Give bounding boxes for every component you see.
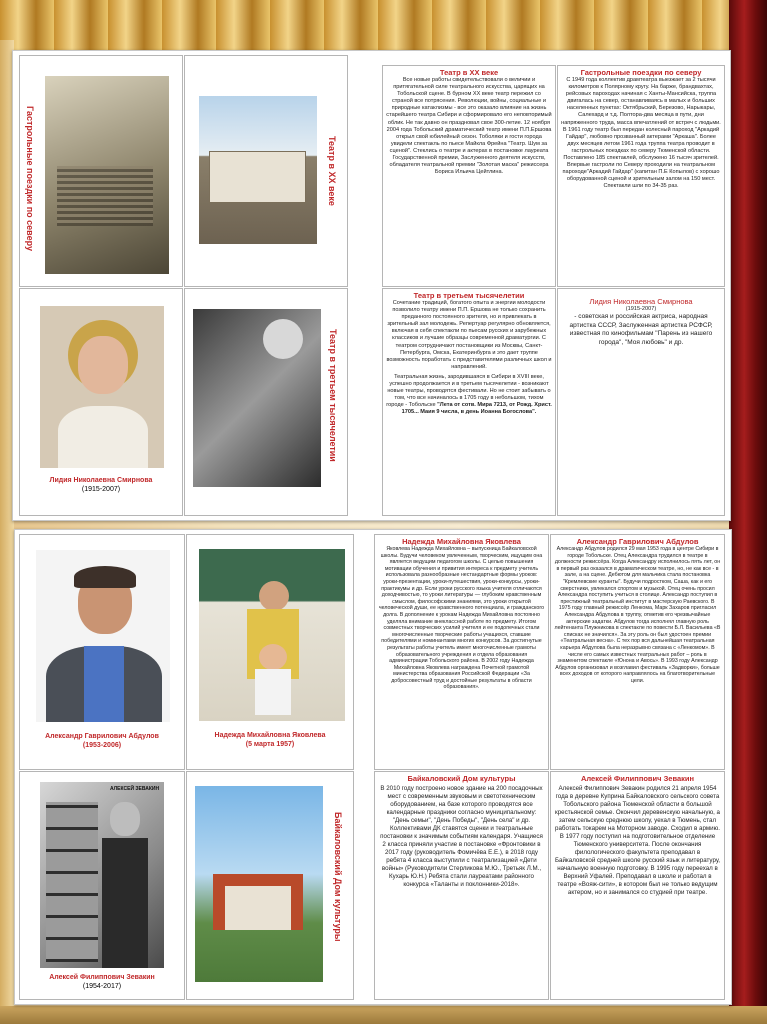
theatre-3m-text: Сочетание традиций, богатого опыта и энергии молодости позволило театру имени П.П. Ершова не только сохранить преданного постоянного зрителя, но и привлекать в зрительный зал молодежь. Репертуар регулярно обновляется, включая в себя спектакли по пьесам русских и зарубежных классиков и лучшие образцы современной драматургии. С театром сотрудничают постановщики из Москвы, Санкт-Петербурга, Омска, Екатеринбурга и это дает труппе возможность поработать с представителями различных школ и направлений. — [386, 300, 552, 370]
yakovleva-name: Надежда Михайловна Яковлева — [214, 732, 326, 739]
smirnova-years: (1915-2007) — [81, 486, 121, 493]
theatre-3m-photo — [193, 309, 321, 487]
zevakin-photo — [40, 782, 164, 968]
yakovleva-text: Яковлева Надежда Михайловна – выпускница Байкаловской школы. Будучи человеком увлеченным, творческим, ищущим она является ведущим педагогом школы. С целью повышения мотивации обучения и привития интереса к предмету учитель использовала разнообразные нестандартные формы уроков: уроки-презентации, уроки-путешествия, уроки-конкурсы, уроки-практикумы и др. Если уроки русского языка учителя отличаются доходчивостью, то уроки литературы — глубоким нравственным смыслом, философскими знаниями, это уроки открытой человеческой души, ее нравственного потенциала, и гражданского долга. В дополнение к урокам Надежда Михайловна постоянно уделяла внимание внеклассной работе по предмету. Итогом совместных творческих усилий учителя и ее подопечных стали многочисленные творческие работы учащихся, ставшие победителями и номинантами многих конкурсов. За достигнутые результаты работы учитель имеет многочисленные грамоты образовательного учреждения и отдела образования администрации Тобольского района. В 2002 году Надежда Михайловна Яковлева награждена Почетной грамотой министерства образования Российской Федерации «За добросовестный труд и достойные результаты в области образования». — [378, 546, 545, 691]
zevakin-title: Алексей Филиппович Зевакин — [580, 774, 695, 783]
house-culture-title: Байкаловский Дом культуры — [407, 774, 516, 783]
house-culture-photo — [195, 786, 323, 982]
photo-cell-yakovleva — [186, 534, 354, 770]
tours-text: С 1949 года коллектив драмтеатра выезжает за 2 тысячи километров к Полярному кругу. На барже, брандвахтах, рейсовых пароходах начиная с Ханты-Мансийска, труппа двигалась на север, останавливаясь в малых и больших населенных пунктах: Октябрьский, Березово, Нарыкары, Салехард и т.д. Полтора-два месяца в пути, дни напряженного труда, масса впечатлений от встреч с людьми. В 1961 году театр был передан колесный пароход "Аркадий Гайдар", любовно прозванный актерами "Аркаша". Более двух месяцев летом 1961 года труппа театра проводит в гастрольных поездках по северу Тюменской области. Поставлено 185 спектаклей, обслужено 16 тысяч зрителей. Впервые гастроли по Северу проходили на театральном пароходе"Аркадий Гайдар" (капитан П.Е Копылов) с хорошо оборудованной сценой и зрительным залом на 150 мест. Спектакли шли по 34-35 раз. — [561, 77, 721, 190]
smirnova-title: Лидия Николаевна Смирнова — [589, 297, 693, 306]
photo-cell-zevakin — [19, 771, 185, 1000]
abdulov-text: Александр Абдулов родился 29 мая 1953 года в центре Сибири в городе Тобольске. Отец Александра трудился в театре в должности режиссёра. Когда Александру исполнилось пять лет, он в первый раз оказался в драматическом театре, но, не как все - в зале, а на сцене. Дебютом для мальчика стала постановка "Кремлевские куранты". Будучи подростком, Саша, как и его сверстники, увлекался спортом и музыкой. Отец очень просил Александра поступить учиться в столице. Александр поступил в престижный театральный институт в мастерскую Раевского. В 1975 году главный режиссёр Ленкома, Марк Захаров пригласил Александра Абдулова в труппу, отметив его чрезвычайные актерские задатки. Абдулов тогда исполнял главную роль лейтенанта Плужникова в спектакле по повести Б.Л. Васильева «В списках не значился». За эту роль он был удостоен премии «Театральная весна». С тех пор вся дальнейшая театральная карьера Абдулова была неразрывно связана с «Ленкомом». В числе его самых известных театральных работ – роль в знаменитом спектакле «Юнона и Авось». В 1993 году Александр Абдулов организовал и возглавил фестиваль «Задворки», больше всех доходов от которого направлялось на благотворительные цели. — [554, 546, 721, 684]
zevakin-caption — [20, 973, 184, 991]
zevakin-name: Алексей Филиппович Зевакин — [49, 974, 155, 981]
house-culture-label: Байкаловский Дом культуры — [333, 812, 343, 942]
photo-cell-house-culture — [186, 771, 354, 1000]
abdulov-title: Александр Гаврилович Абдулов — [576, 537, 699, 546]
text-cell-house-culture — [374, 771, 549, 1000]
abdulov-name: Александр Гаврилович Абдулов — [45, 733, 159, 740]
smirnova-text-years: (1915-2007) — [625, 306, 657, 312]
abdulov-years: (1953-2006) — [82, 742, 122, 749]
theatre-3m-text-2a: Театральная жизнь, зародившаяся в Сибири в XVIII веке, успешно продолжается и в третьем тысячелетии - возникают новые театры, проводятся фестивали. Но не стоит забывать о том, что все начиналось в 1705 году в небольшом, тихом городе - Тобольске — [386, 373, 551, 409]
theatre-20c-photo — [199, 96, 317, 244]
yakovleva-caption — [187, 731, 353, 749]
photo-cell-abdulov — [19, 534, 185, 770]
booklet-sheet-2 — [14, 529, 732, 1005]
stage-floor — [0, 1006, 767, 1024]
zevakin-years: (1954-2017) — [82, 983, 122, 990]
smirnova-portrait — [40, 306, 164, 468]
theatre-20c-text: Все новые работы свидетельствовали о величии и притягательной силе театрального искусства, царящих на Тобольской сцене. В бурном XX веке театр пережил со страной все потрясения. Революции, войны, социальные и природные катаклизмы - все это оказало влияние на жизнь старейшего театра Сибири и сформировало его неповторимый облик. Не так давно он праздновал свое 300-летие. 12 ноября 2004 года Тобольский драматический театр имени П.П.Ершова открыл свой юбилейный сезон. Тоболяки и гости города увидели спектакль по пьесе Майкла Фрейна "Театр. Шум за сценой". Стеклись о театре и актерах в постановке лауреата Государственной премии, Заслуженного деятеля искусств, обладателя театральной премии "Золотая маска" режиссера Бориса Ильича Цейтлина. — [386, 77, 552, 176]
photo-cell-theatre-3m — [184, 288, 348, 516]
booklet-sheet-1 — [12, 50, 731, 521]
theatre-3m-title: Театр в третьем тысячелетии — [413, 291, 525, 300]
text-cell-yakovleva — [374, 534, 549, 770]
theatre-20c-label: Театр в XX веке — [327, 136, 337, 206]
yakovleva-date: (5 марта 1957) — [245, 741, 295, 748]
theatre-3m-quote: "Лета от сотв. Мира 7213, от Рожд. Христ. 1705... Маия 9 числа, в день Иоанна Богослова". — [401, 402, 552, 416]
tours-label: Гастрольные поездки по северу — [25, 106, 35, 251]
smirnova-name: Лидия Николаевна Смирнова — [49, 477, 153, 484]
zevakin-text: Алексей Филиппович Зевакин родился 21 апреля 1954 года в деревне Куприна Байкаловского сельского совета Тобольского района Тюменской области в большой крестьянской семье. Окончил деревенскую начальную, а затем сельскую среднюю школу, уехал в Тюмень, стал работать токарем на Моторном заводе. Сходил в армию. В 1977 году поступил на подготовительное отделение Тюменского университета. После окончания филологического факультета преподавал в Байкаловской средней школе русский язык и литературу, начальную военную подготовку. В 1995 году переехал в Верхний Уфалей. Преподавал в школе и работал в театре «Вояж-сити», в котором был не только ведущим актером, но и занимался со студией при театре. — [554, 785, 721, 896]
abdulov-portrait — [36, 550, 170, 722]
photo-cell-tours — [19, 55, 183, 287]
house-culture-text: В 2010 году построено новое здание на 200 посадочных мест с современным звуковым и светотехническим оборудованием, на базе которого проводятся все календарные праздники согласно муниципальному: "День семьи", "День Победы", "День села" и др. Коллективами ДК ставятся сценки и театральные постановки к значимым событиям календаря. Учащиеся 2 класса приняли участие в постановке «Фронтовики в 2017 году (руководитель Фомичёва Е.Е.), в 2018 году ребята 4 класса выступили с театрализацией «Дети войны» (Руководители Стерликова М.Ю., Третьяк Л.М., Кухарь Ю.Н.) Ребята стали лауреатами районного конкурса «Таланты и поклонники-2018». — [380, 785, 543, 888]
theatre-3m-text-2 — [386, 374, 552, 417]
text-cell-zevakin — [550, 771, 725, 1000]
text-cell-theatre-3m — [382, 288, 556, 516]
text-cell-theatre-20c — [382, 65, 556, 287]
yakovleva-photo — [199, 549, 345, 721]
yakovleva-title: Надежда Михайловна Яковлева — [402, 537, 521, 546]
abdulov-caption — [20, 732, 184, 750]
theatre-20c-title: Театр в XX веке — [439, 68, 499, 77]
text-cell-tours — [557, 65, 725, 287]
tours-photo — [45, 76, 169, 274]
photo-cell-smirnova — [19, 288, 183, 516]
text-cell-abdulov — [550, 534, 725, 770]
tours-title: Гастрольные поездки по северу — [580, 68, 702, 77]
smirnova-caption — [20, 476, 182, 494]
smirnova-text: - советская и российская актриса, народная артистка СССР, Заслуженная артистка РСФСР, известная по кинофильмам "Парень из нашего города", "Моя любовь" и др. — [569, 313, 713, 346]
zevakin-sign: АЛЕКСЕЙ ЗЕВАКИН — [110, 786, 160, 792]
stage-curtain-right — [729, 0, 767, 1024]
photo-cell-theatre-20c — [184, 55, 348, 287]
text-cell-smirnova — [557, 288, 725, 516]
theatre-3m-label: Театр в третьем тысячелетии — [328, 329, 338, 462]
